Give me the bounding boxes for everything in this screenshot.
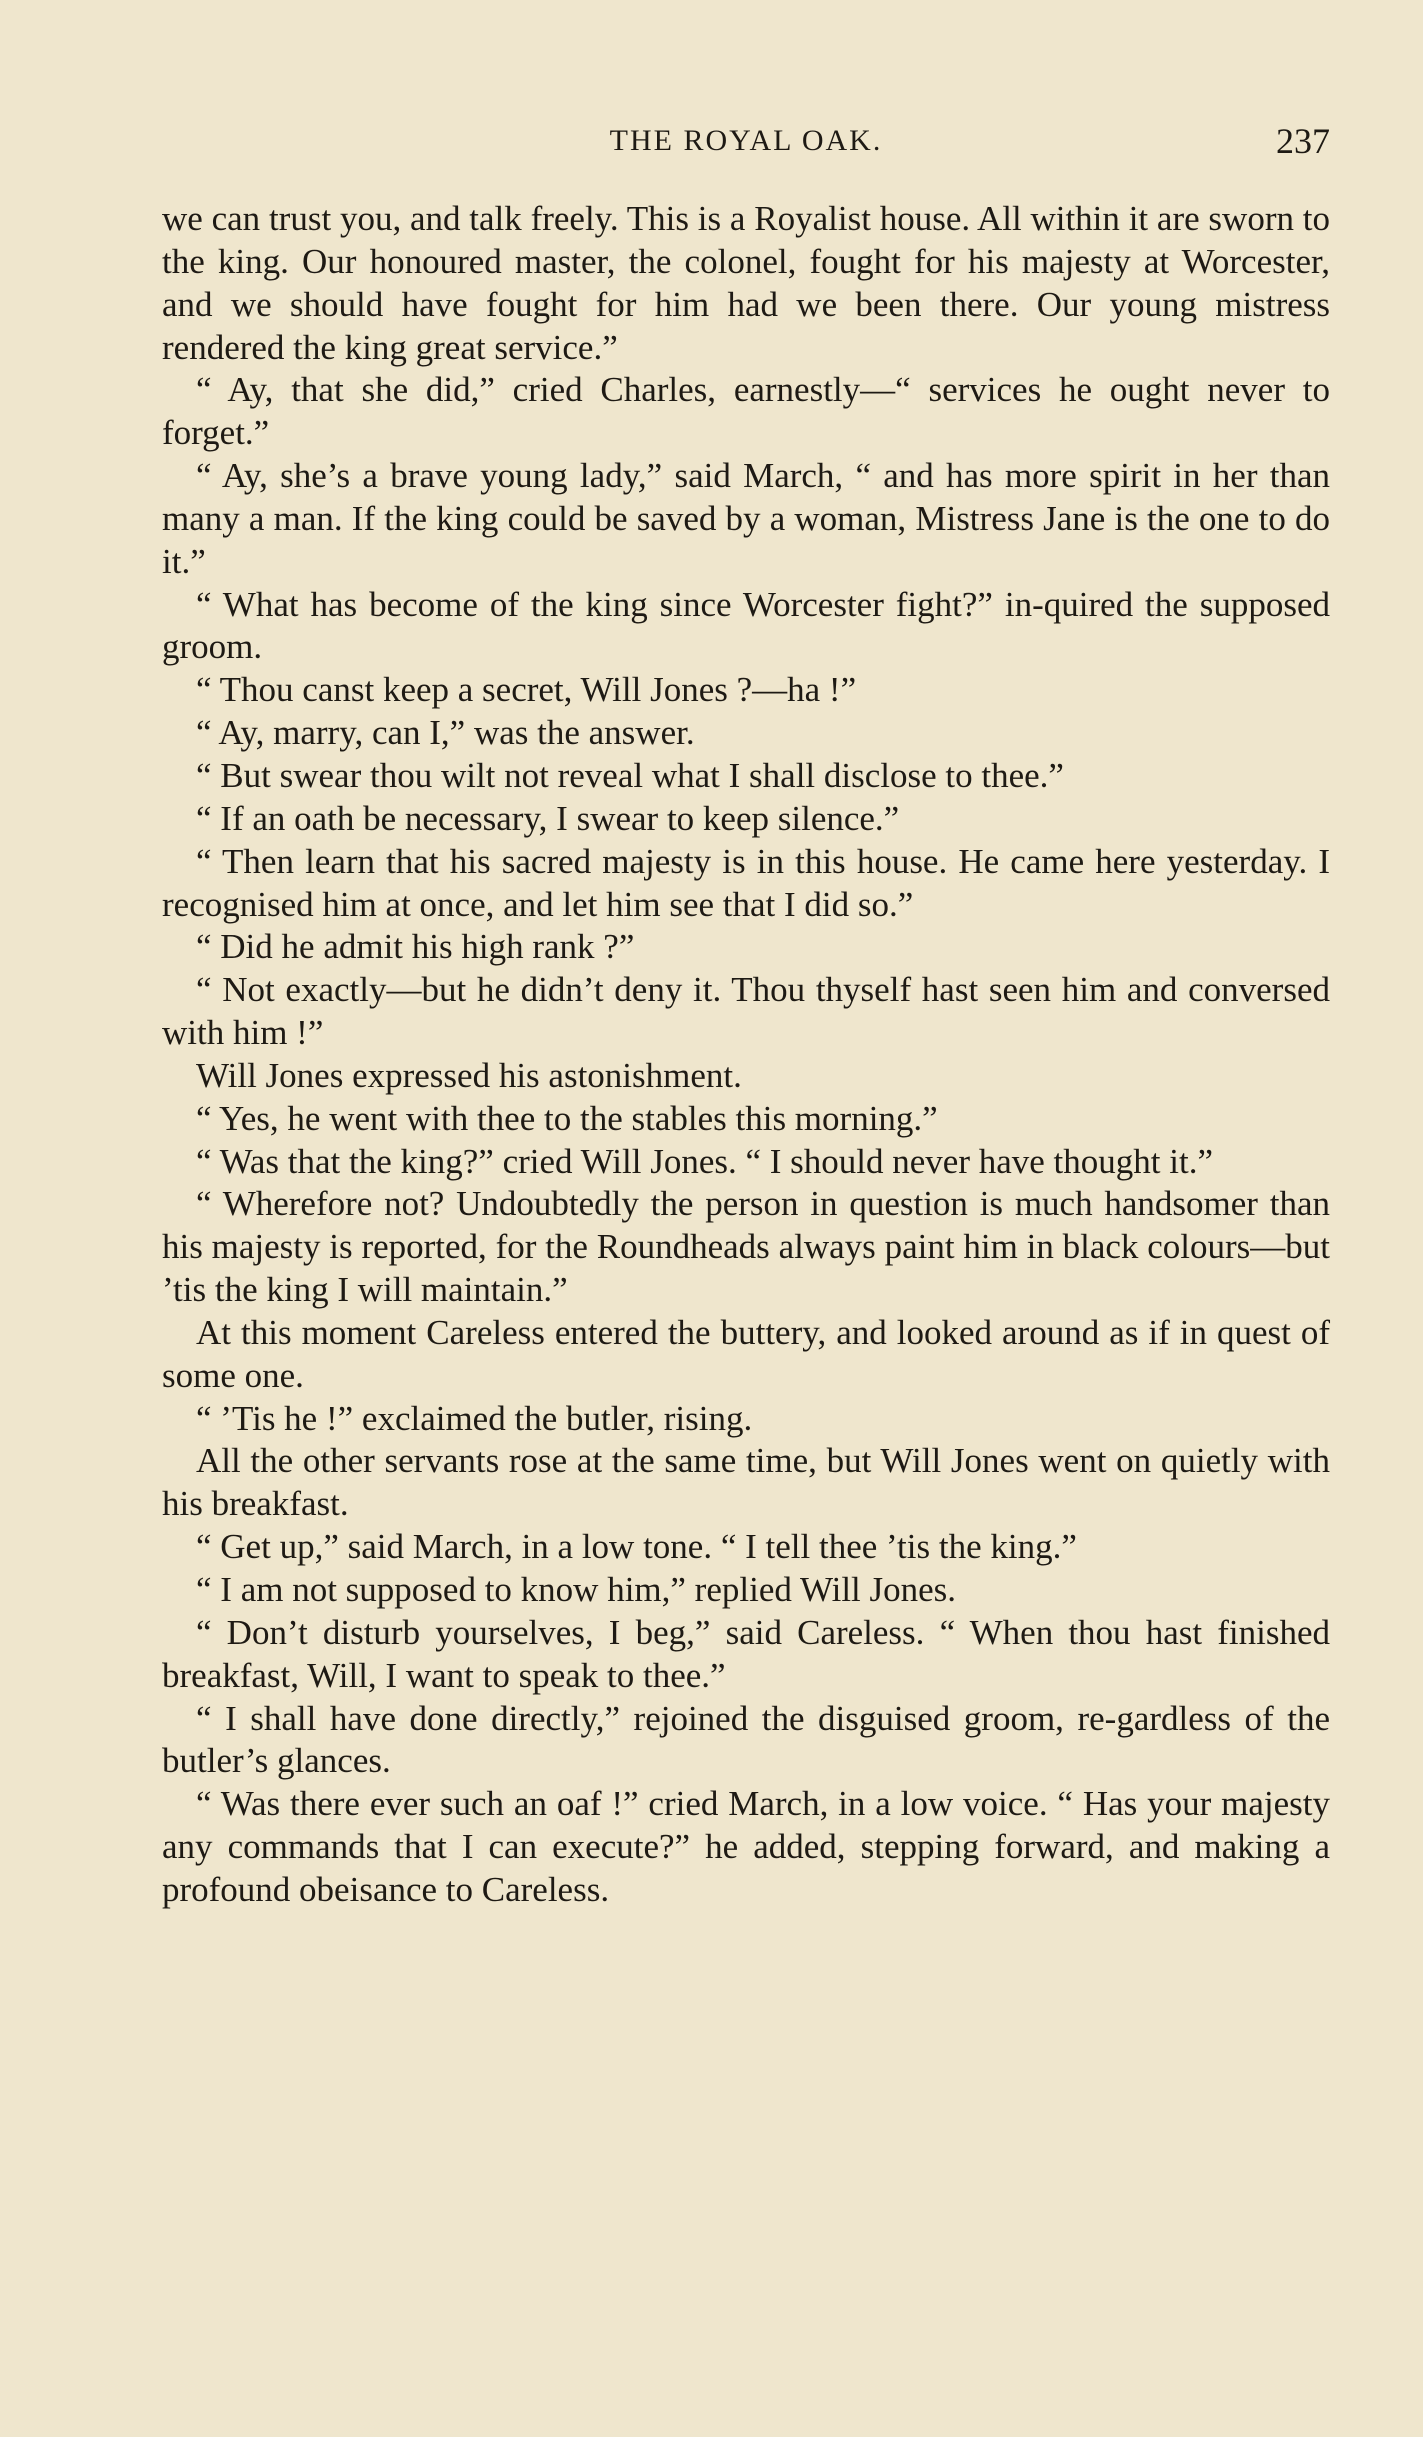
paragraph: “ Was that the king?” cried Will Jones. “ I should never have thought it.” bbox=[196, 1141, 1213, 1181]
paragraph: “ If an oath be necessary, I swear to keep silence.” bbox=[196, 798, 900, 838]
paragraph: “ Ay, that she did,” cried Charles, earnestly—“ services he ought never to forget.” bbox=[162, 370, 1330, 453]
paragraph: At this moment Careless entered the buttery, and looked around as if in quest of some one. bbox=[162, 1312, 1330, 1395]
running-head bbox=[162, 120, 1330, 168]
running-title: THE ROYAL OAK. bbox=[609, 124, 883, 157]
paragraph: we can trust you, and talk freely. This is a Royalist house. All within it are sworn to the king. Our honoured master, the colonel, fought for his majesty at Worcester, and we should have fought for him had we been there. Our young mistress rendered the king great service.” bbox=[162, 199, 1330, 367]
paragraph: “ Not exactly—but he didn’t deny it. Thou thyself hast seen him and conversed with him !” bbox=[162, 970, 1330, 1053]
paragraph: “ What has become of the king since Worcester fight?” in-quired the supposed groom. bbox=[162, 584, 1330, 667]
paragraph: “ Then learn that his sacred majesty is in this house. He came here yesterday. I recognised him at once, and let him see that I did so.” bbox=[162, 841, 1330, 924]
paragraph: “ I shall have done directly,” rejoined the disguised groom, re-gardless of the butler’s glances. bbox=[162, 1698, 1330, 1781]
paragraph: All the other servants rose at the same time, but Will Jones went on quietly with his breakfast. bbox=[162, 1441, 1330, 1524]
paragraph: “ But swear thou wilt not reveal what I shall disclose to thee.” bbox=[196, 755, 1064, 795]
paragraph: “ Don’t disturb yourselves, I beg,” said Careless. “ When thou hast finished breakfast, Will, I want to speak to thee.” bbox=[162, 1612, 1330, 1695]
paragraph: “ ’Tis he !” exclaimed the butler, rising. bbox=[196, 1398, 753, 1438]
paragraph: “ I am not supposed to know him,” replied Will Jones. bbox=[196, 1570, 957, 1609]
paragraph: “ Get up,” said March, in a low tone. “ I tell thee ’tis the king.” bbox=[196, 1527, 1077, 1567]
body-text bbox=[162, 198, 1330, 1912]
paragraph: “ Ay, marry, can I,” was the answer. bbox=[196, 713, 695, 753]
page-number: 237 bbox=[1276, 121, 1330, 161]
paragraph: “ Thou canst keep a secret, Will Jones ?—ha !” bbox=[196, 670, 857, 710]
paragraph: “ Wherefore not? Undoubtedly the person in question is much handsomer than his majesty is reported, for the Roundheads always paint him in black colours—but ’tis the king I will maintain.” bbox=[162, 1184, 1330, 1310]
paragraph: “ Yes, he went with thee to the stables this morning.” bbox=[196, 1098, 938, 1138]
paragraph: “ Did he admit his high rank ?” bbox=[196, 927, 635, 967]
paragraph: “ Was there ever such an oaf !” cried March, in a low voice. “ Has your majesty any commands that I can execute?” he added, stepping forward, and making a profound obeisance to Careless. bbox=[162, 1784, 1330, 1909]
paragraph: “ Ay, she’s a brave young lady,” said March, “ and has more spirit in her than many a man. If the king could be saved by a woman, Mistress Jane is the one to do it.” bbox=[162, 456, 1330, 581]
paragraph: Will Jones expressed his astonishment. bbox=[196, 1055, 742, 1095]
